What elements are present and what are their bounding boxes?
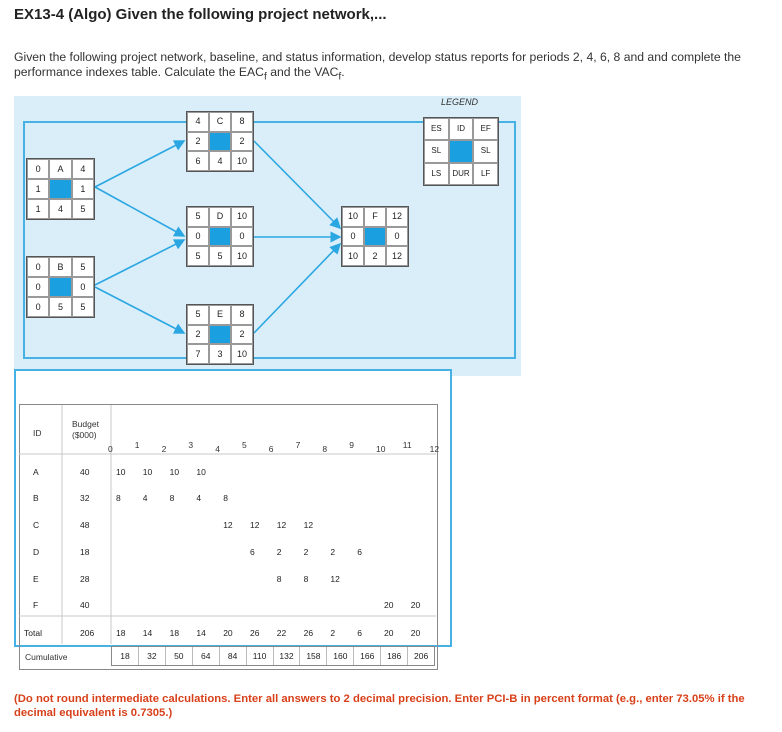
period-header: 1 — [134, 440, 140, 450]
cumulative-cell: 110 — [246, 647, 273, 665]
col-header-id: ID — [33, 428, 42, 438]
node-c-es: 4 — [187, 112, 209, 132]
node-f-ls: 10 — [342, 246, 364, 266]
node-f-ef: 12 — [386, 207, 408, 227]
node-a-dur: 4 — [49, 199, 71, 219]
node-a-sl-left: 1 — [27, 179, 49, 199]
table-cell: 8 — [223, 493, 228, 503]
cumulative-cell: 186 — [380, 647, 407, 665]
table-cell: 22 — [276, 628, 287, 638]
row-id: E — [33, 574, 39, 584]
table-cell: 12 — [330, 574, 340, 584]
node-a-es: 0 — [27, 159, 49, 179]
period-header: 0 — [108, 444, 113, 454]
row-id: B — [33, 493, 39, 503]
node-e-id: E — [209, 305, 231, 325]
page-title: EX13-4 (Algo) Given the following project network,... — [14, 6, 387, 23]
period-header: 9 — [349, 440, 354, 450]
table-cell: 8 — [276, 574, 282, 584]
table-cell: 10 — [116, 467, 126, 477]
node-c-id: C — [209, 112, 231, 132]
period-header: 2 — [161, 444, 167, 454]
table-cell: 8 — [169, 493, 175, 503]
node-c-sl-right: 2 — [231, 132, 253, 152]
node-d-es: 5 — [187, 207, 209, 227]
row-id: C — [33, 520, 40, 530]
table-cell: 12 — [223, 520, 233, 530]
node-b-es: 0 — [27, 257, 49, 277]
table-cell: 2 — [330, 628, 336, 638]
node-e-sl-left: 2 — [187, 325, 209, 345]
row-budget: 28 — [80, 574, 90, 584]
node-d-lf: 10 — [231, 246, 253, 266]
cumulative-cell: 64 — [192, 647, 219, 665]
row-id: A — [33, 467, 39, 477]
table-cell: 12 — [276, 520, 287, 530]
row-budget: 18 — [80, 547, 90, 557]
row-budget: 48 — [80, 520, 90, 530]
instruction-note: (Do not round intermediate calculations. Enter all answers to 2 decimal precision. Enter PCI-B in percent format (e.g., enter 73.05% if the decimal equivalent is 0.7305.) — [14, 693, 745, 719]
period-header: 8 — [322, 444, 328, 454]
table-cell: 6 — [357, 547, 362, 557]
table-cell: 12 — [250, 520, 260, 530]
row-budget: 40 — [80, 467, 90, 477]
table-cell: 12 — [303, 520, 314, 530]
period-header: 11 — [402, 440, 412, 450]
table-cell: 10 — [196, 467, 206, 477]
node-f-sl-left: 0 — [342, 227, 364, 247]
cumulative-cell: 166 — [353, 647, 380, 665]
legend-id: ID — [449, 118, 474, 140]
cumulative-cell: 160 — [326, 647, 353, 665]
table-cell: 14 — [196, 628, 206, 638]
node-e-lf: 10 — [231, 344, 253, 364]
node-b-lf: 5 — [72, 297, 94, 317]
table-cell: 2 — [330, 547, 336, 557]
table-cell: 18 — [169, 628, 180, 638]
node-e-sl-right: 2 — [231, 325, 253, 345]
node-b-id: B — [49, 257, 71, 277]
node-d-sl-left: 0 — [187, 227, 209, 247]
col-header-budget: Budget — [72, 419, 99, 429]
table-cell: 4 — [142, 493, 148, 503]
period-header: 6 — [268, 444, 274, 454]
table-cell: 26 — [250, 628, 260, 638]
table-cell: 26 — [303, 628, 314, 638]
table-cell: 8 — [116, 493, 121, 503]
table-cell: 6 — [250, 547, 255, 557]
cumulative-cell: 158 — [299, 647, 326, 665]
node-d-id: D — [209, 207, 231, 227]
row-id: Total — [24, 628, 42, 638]
table-cell: 8 — [303, 574, 309, 584]
table-cell: 6 — [357, 628, 362, 638]
cumulative-row — [111, 646, 435, 666]
node-f-lf: 12 — [386, 246, 408, 266]
node-a-lf: 5 — [72, 199, 94, 219]
node-c-sl-left: 2 — [187, 132, 209, 152]
period-header: 4 — [215, 444, 220, 454]
legend-sl-right: SL — [473, 140, 498, 162]
node-a-sl-right: 1 — [72, 179, 94, 199]
legend-lf: LF — [473, 163, 498, 185]
cumulative-cell: 84 — [219, 647, 246, 665]
node-c-lf: 10 — [231, 151, 253, 171]
table-cell: 20 — [223, 628, 233, 638]
cumulative-label: Cumulative — [25, 652, 68, 662]
period-header: 7 — [295, 440, 301, 450]
legend-title: LEGEND — [441, 97, 479, 107]
problem-statement: Given the following project network, baseline, and status information, develop status reports for periods 2, 4, 6, 8 and and complete the performance indexes table. Calculate the $EAC_f$ and the $VAC_f$. — [14, 50, 741, 83]
table-cell: 20 — [384, 628, 394, 638]
period-header: 5 — [242, 440, 247, 450]
node-e-ls: 7 — [187, 344, 209, 364]
node-f-es: 10 — [342, 207, 364, 227]
table-cell: 4 — [196, 493, 202, 503]
legend-es: ES — [424, 118, 449, 140]
node-a-id: A — [49, 159, 71, 179]
cumulative-cell: 32 — [138, 647, 165, 665]
row-budget: 206 — [80, 628, 95, 638]
node-a-ef: 4 — [72, 159, 94, 179]
node-a-ls: 1 — [27, 199, 49, 219]
node-f-id: F — [364, 207, 386, 227]
node-d-dur: 5 — [209, 246, 231, 266]
node-d-sl-right: 0 — [231, 227, 253, 247]
period-header: 10 — [376, 444, 386, 454]
node-b-dur: 5 — [49, 297, 71, 317]
table-cell: 20 — [384, 600, 394, 610]
row-id: D — [33, 547, 40, 557]
cumulative-cell: 50 — [165, 647, 192, 665]
table-cell: 10 — [142, 467, 153, 477]
node-d-ls: 5 — [187, 246, 209, 266]
period-header: 3 — [188, 440, 194, 450]
node-c-dur: 4 — [209, 151, 231, 171]
node-b-ef: 5 — [72, 257, 94, 277]
cumulative-cell: 18 — [120, 651, 130, 661]
table-cell: 20 — [410, 600, 421, 610]
node-d-ef: 10 — [231, 207, 253, 227]
period-header: 12 — [429, 444, 440, 454]
legend-ef: EF — [473, 118, 498, 140]
node-f-dur: 2 — [364, 246, 386, 266]
cumulative-cell: 132 — [273, 647, 300, 665]
node-e-ef: 8 — [231, 305, 253, 325]
legend-ls: LS — [424, 163, 449, 185]
table-cell: 14 — [142, 628, 153, 638]
col-header-budget-unit: ($000) — [72, 430, 97, 440]
node-e-dur: 3 — [209, 344, 231, 364]
node-c-ef: 8 — [231, 112, 253, 132]
row-id: F — [33, 600, 39, 610]
node-b-sl-right: 0 — [72, 277, 94, 297]
legend-sl-left: SL — [424, 140, 449, 162]
node-b-sl-left: 0 — [27, 277, 49, 297]
table-cell: 18 — [116, 628, 126, 638]
table-cell: 2 — [276, 547, 282, 557]
cumulative-cell: 206 — [407, 647, 434, 665]
table-cell: 2 — [303, 547, 309, 557]
node-c-ls: 6 — [187, 151, 209, 171]
table-cell: 20 — [410, 628, 421, 638]
row-budget: 32 — [80, 493, 90, 503]
row-budget: 40 — [80, 600, 90, 610]
node-b-ls: 0 — [27, 297, 49, 317]
legend-dur: DUR — [449, 163, 474, 185]
node-f-sl-right: 0 — [386, 227, 408, 247]
node-e-es: 5 — [187, 305, 209, 325]
table-cell: 10 — [169, 467, 180, 477]
